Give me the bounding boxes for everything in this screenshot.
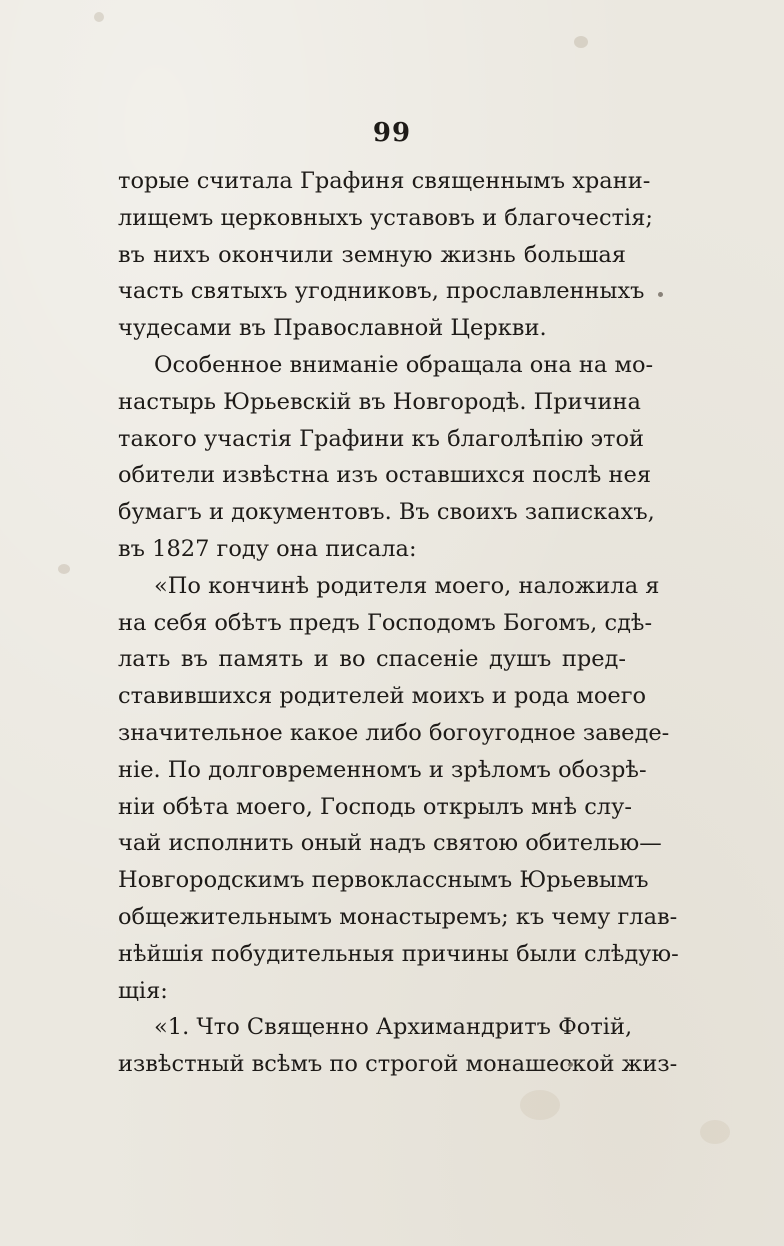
text-line: ніи обѣта моего, Господь открылъ мнѣ слу- [118,793,632,820]
text-line: нѣйшія побудительныя причины были слѣдую- [118,940,679,967]
text-line: Особенное вниманіе обращала она на мо- [154,351,654,378]
text-line: чай исполнить оный надъ святою обителью— [118,830,662,857]
text-line: часть святыхъ угодниковъ, прославленныхъ [118,278,645,305]
text-line: значительное какое либо богоугодное заведе- [118,719,670,746]
text-line: Новгородскимъ первокласснымъ Юрьевымъ [118,867,649,894]
paper-speck [520,1090,560,1120]
text-line: извѣстный всѣмъ по строгой монашеской жиз- [118,1051,678,1078]
paper-speck [658,292,663,297]
text-line: настырь Юрьевскій въ Новгородѣ. Причина [118,388,641,415]
text-line: чудесами въ Православной Церкви. [118,315,547,342]
page-number: 99 [372,118,412,148]
text-line: ніе. По долговременномъ и зрѣломъ обозрѣ- [118,756,647,783]
text-line: ставившихся родителей моихъ и рода моего [118,683,647,710]
text-line: лищемъ церковныхъ уставовъ и благочестія; [118,204,654,231]
text-line: «По кончинѣ родителя моего, наложила я [154,572,660,599]
text-line: бумагъ и документовъ. Въ своихъ запискахъ, [118,499,655,526]
paper-speck [700,1120,730,1144]
paper-speck [94,12,104,22]
text-line: въ нихъ окончили земную жизнь большая [118,241,626,268]
text-line: щія: [118,977,168,1004]
text-line: «1. Что Священно Архимандритъ Фотій, [154,1014,633,1041]
text-line: обители извѣстна изъ оставшихся послѣ нея [118,462,652,489]
text-line: такого участія Графини къ благолѣпію этой [118,425,645,452]
paper-speck [574,36,588,48]
text-line: въ 1827 году она писала: [118,535,417,562]
text-line: общежительнымъ монастыремъ; къ чему глав- [118,903,678,930]
body-text [118,163,679,1083]
text-line: лать въ память и во спасеніе душъ пред- [118,646,626,673]
paper-speck [58,564,70,574]
text-line: на себя обѣтъ предъ Господомъ Богомъ, сдѣ- [118,609,653,636]
text-line: торые считала Графиня священнымъ храни- [118,168,651,194]
